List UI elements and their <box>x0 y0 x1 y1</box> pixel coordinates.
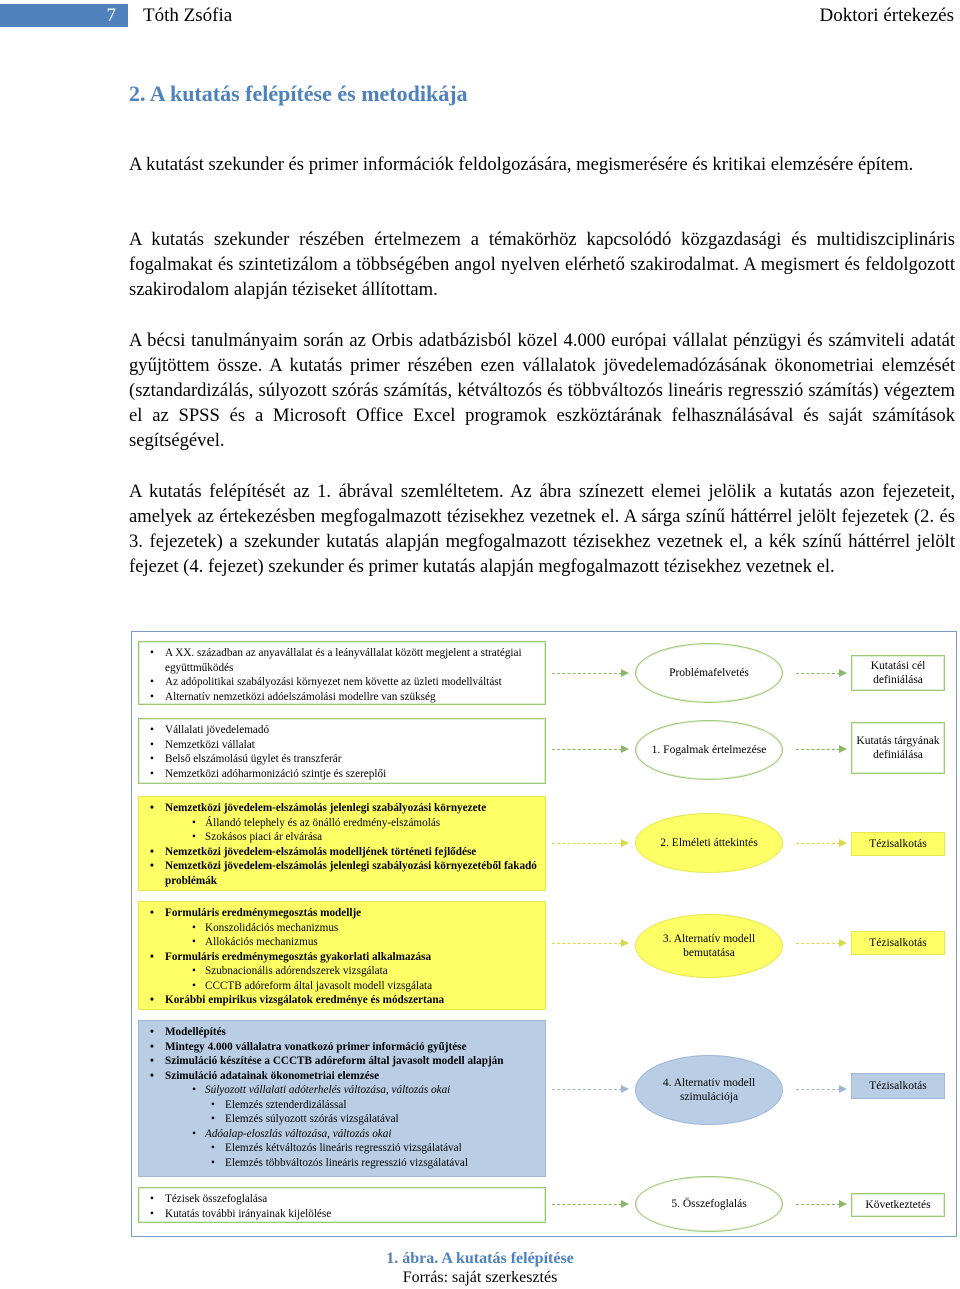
header-doc-title: Doktori értekezés <box>819 5 954 26</box>
result-label: Kutatási cél definiálása <box>870 660 926 686</box>
list-item: • Allokációs mechanizmus <box>145 935 539 950</box>
list-item: • Elemzés kétváltozós lineáris regresszió vizsgálatával <box>145 1141 539 1156</box>
list-item: • Korábbi empirikus vizsgálatok eredménye és módszertana <box>145 993 539 1008</box>
figure-result-simulation <box>851 1073 945 1099</box>
oval-label: 4. Alternatív modell szimulációja <box>662 1077 756 1103</box>
figure-box-concepts <box>138 718 546 784</box>
paragraph-3: A bécsi tanulmányaim során az Orbis adatbázisból közel 4.000 európai vállalat pénzügyi és számviteli adatát gyűjtöttem össze. A kutatás primer részében ezen vállalatok jövedelemadózásának ökonometriai elemzését (sztandardizálás, súlyozott szórás számítás, kétváltozós és többváltozós lineáris regresszió számítás) végeztem el az SPSS és a Microsoft Office Excel programok eszköztárának felhasználásával és saját számítások segítségével. <box>129 330 955 451</box>
list-item: • Mintegy 4.000 vállalatra vonatkozó primer információ gyűjtése <box>145 1040 539 1055</box>
page-number: 7 <box>0 4 128 27</box>
arrow-icon <box>796 1204 840 1205</box>
list-item: • Szokásos piaci ár elvárása <box>145 830 539 845</box>
list-item: • Elemzés súlyozott szórás vizsgálatával <box>145 1112 539 1127</box>
list-item: • Adóalap-eloszlás változása, változás okai <box>145 1127 539 1142</box>
figure-oval-theory <box>635 813 783 873</box>
figure-box-alt-model <box>138 901 546 1010</box>
list-item: • Belső elszámolású ügylet és transzferár <box>145 752 539 767</box>
result-label: Tézisalkotás <box>869 1080 927 1092</box>
list-item: • Nemzetközi jövedelem-elszámolás modelljének történeti fejlődése <box>145 845 539 860</box>
arrow-icon <box>796 843 840 844</box>
figure-oval-alt-model <box>635 914 783 978</box>
figure-box-simulation <box>138 1020 546 1177</box>
figure-result-summary <box>851 1193 945 1217</box>
figure-result-problem <box>851 655 945 691</box>
oval-label: Problémafelvetés <box>669 667 749 679</box>
list-item: • Szimuláció adatainak ökonometriai elemzése <box>145 1069 539 1084</box>
list-item: • Konszolidációs mechanizmus <box>145 921 539 936</box>
list-item: • A XX. században az anyavállalat és a leányvállalat között megjelent a stratégiai együttműködés <box>145 646 539 675</box>
list-item: • Nemzetközi vállalat <box>145 738 539 753</box>
list-item: • Szubnacionális adórendszerek vizsgálata <box>145 964 539 979</box>
list-item: • Alternatív nemzetközi adóelszámolási modellre van szükség <box>145 690 539 705</box>
figure-oval-concepts <box>635 720 783 780</box>
figure-result-concepts <box>851 722 945 774</box>
list-item: • Formuláris eredménymegosztás modellje <box>145 906 539 921</box>
paragraph-4: A kutatás felépítését az 1. ábrával szemléltetem. Az ábra színezett elemei jelölik a kutatás azon fejezeteit, amelyek az értekezésben megfogalmazott tézisekhez vezetnek el. A sárga színű háttérrel jelölt fejezetek (2. és 3. fejezetek) a szekunder kutatás alapján megfogalmazott tézisekhez vezetnek el, a kék színű háttérrel jelölt fejezet (4. fejezet) szekunder és primer kutatás alapján megfogalmazott tézisekhez vezetnek el. <box>129 481 955 577</box>
arrow-icon <box>552 673 622 674</box>
arrow-icon <box>796 1089 840 1090</box>
arrow-icon <box>552 1204 622 1205</box>
figure-oval-problem <box>635 643 783 703</box>
result-label: Kutatás tárgyának definiálása <box>856 735 940 761</box>
paragraph-2: A kutatás szekunder részében értelmezem a témakörhöz kapcsolódó közgazdasági és multidiszciplináris fogalmakat és szintetizálom a többségében angol nyelven elérhető szakirodalmat. A megismert és feldolgozott szakirodalom alapján téziseket állítottam. <box>129 229 955 300</box>
arrow-icon <box>552 843 622 844</box>
list-item: • Tézisek összefoglalása <box>145 1192 539 1207</box>
figure-box-summary <box>138 1187 546 1223</box>
list-item: • Elemzés többváltozós lineáris regresszió vizsgálatával <box>145 1156 539 1171</box>
arrow-icon <box>796 749 840 750</box>
figure-caption-source: Forrás: saját szerkesztés <box>402 1269 558 1286</box>
result-label: Tézisalkotás <box>869 937 927 949</box>
arrow-icon <box>552 749 622 750</box>
oval-label: 3. Alternatív modell bemutatása <box>662 933 756 959</box>
arrow-icon <box>796 673 840 674</box>
list-item: • Súlyozott vállalati adóterhelés változása, változás okai <box>145 1083 539 1098</box>
figure-oval-summary <box>635 1176 783 1232</box>
list-item: • Az adópolitikai szabályozási környezet nem követte az üzleti modellváltást <box>145 675 539 690</box>
arrow-icon <box>552 1089 622 1090</box>
list-item: • CCCTB adóreform által javasolt modell vizsgálata <box>145 979 539 994</box>
arrow-icon <box>552 943 622 944</box>
figure-oval-simulation <box>635 1055 783 1125</box>
list-item: • Vállalati jövedelemadó <box>145 723 539 738</box>
figure-caption-title: 1. ábra. A kutatás felépítése <box>386 1250 574 1267</box>
oval-label: 2. Elméleti áttekintés <box>660 837 758 849</box>
list-item: • Nemzetközi jövedelem-elszámolás jelenlegi szabályozási környezete <box>145 801 539 816</box>
arrow-icon <box>796 943 840 944</box>
list-item: • Kutatás további irányainak kijelölése <box>145 1207 539 1222</box>
oval-label: 5. Összefoglalás <box>671 1198 747 1210</box>
oval-label: 1. Fogalmak értelmezése <box>651 744 767 756</box>
paragraph-1: A kutatást szekunder és primer információk feldolgozására, megismerésére és kritikai elemzésére építem. <box>129 154 914 175</box>
list-item: • Formuláris eredménymegosztás gyakorlati alkalmazása <box>145 950 539 965</box>
list-item: • Elemzés sztenderdizálással <box>145 1098 539 1113</box>
list-item: • Modellépítés <box>145 1025 539 1040</box>
result-label: Tézisalkotás <box>869 838 927 850</box>
result-label: Következtetés <box>865 1199 931 1211</box>
research-structure-figure <box>131 631 957 1237</box>
list-item: • Nemzetközi adóharmonizáció szintje és szereplői <box>145 767 539 782</box>
figure-box-problem <box>138 641 546 705</box>
list-item: • Állandó telephely és az önálló eredmény-elszámolás <box>145 816 539 831</box>
list-item: • Szimuláció készítése a CCCTB adóreform által javasolt modell alapján <box>145 1054 539 1069</box>
figure-result-alt-model <box>851 931 945 955</box>
section-heading: 2. A kutatás felépítése és metodikája <box>129 81 468 106</box>
list-item: • Nemzetközi jövedelem-elszámolás jelenlegi szabályozási környezetéből fakadó problémák <box>145 859 539 888</box>
header-author: Tóth Zsófia <box>143 5 233 26</box>
figure-box-theory <box>138 796 546 891</box>
figure-result-theory <box>851 832 945 856</box>
